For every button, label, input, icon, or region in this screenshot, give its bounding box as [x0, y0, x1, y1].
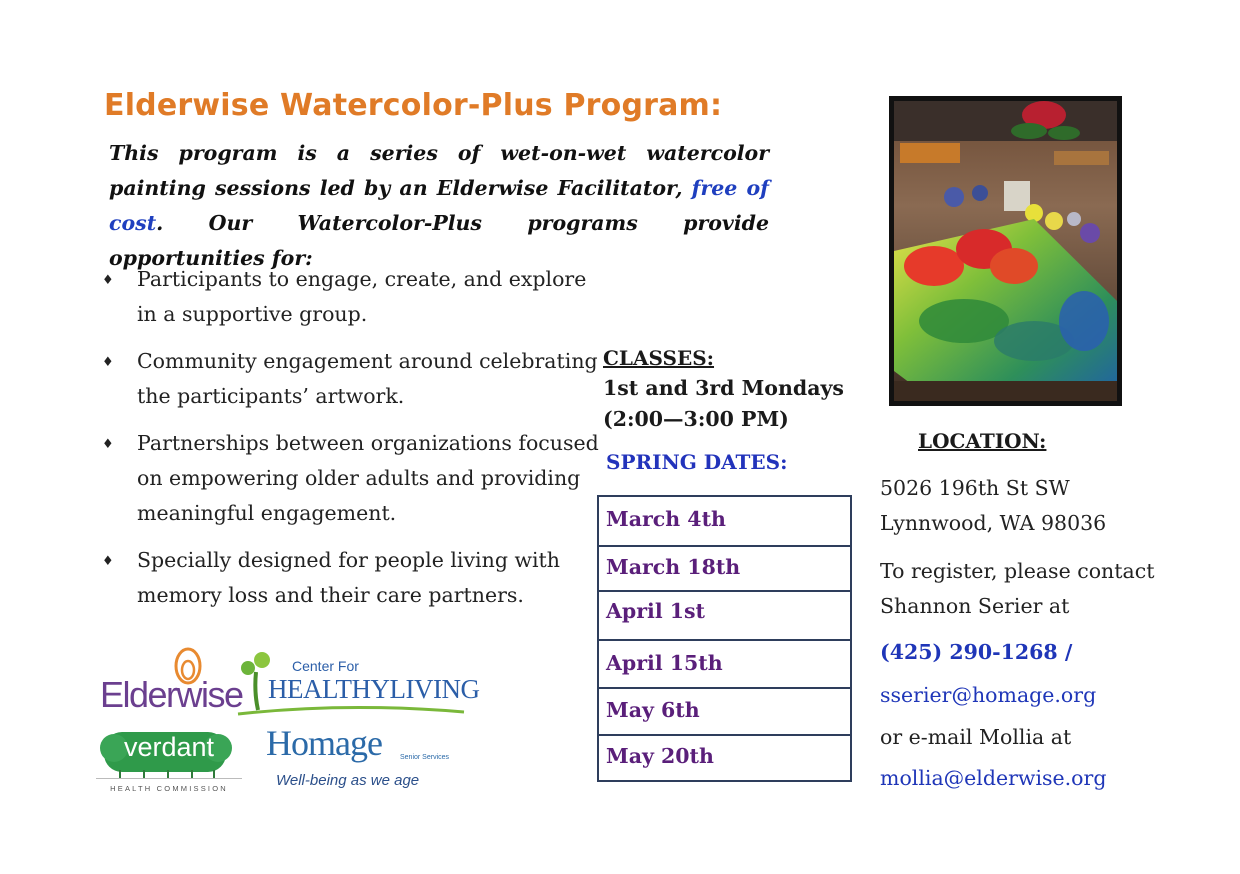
date-row: May 20th — [599, 734, 850, 780]
elderwise-logo — [100, 646, 243, 718]
list-item: ♦ Community engagement around celebrating the participants’ artwork. — [100, 344, 600, 414]
intro-text-end: . Our Watercolor-Plus programs provide opportunities for: — [109, 211, 769, 270]
classes-schedule: 1st and 3rd Mondays — [603, 376, 844, 400]
list-item: ♦ Participants to engage, create, and explore in a supportive group. — [100, 262, 600, 332]
dates-table — [597, 495, 852, 782]
homage-subtext: Senior Services — [400, 754, 450, 761]
diamond-bullet-icon: ♦ — [102, 273, 114, 288]
verdant-logo — [96, 726, 242, 796]
date-row: May 6th — [599, 687, 850, 734]
page-title: Elderwise Watercolor-Plus Program: — [104, 88, 723, 123]
verdant-divider — [96, 778, 242, 779]
address-line-2: Lynnwood, WA 98036 — [880, 511, 1107, 535]
register-text-1: To register, please contact — [880, 559, 1155, 583]
or-email-text: or e-mail Mollia at — [880, 725, 1072, 749]
elderwise-logo-text: Elderwise — [100, 674, 243, 715]
diamond-bullet-icon: ♦ — [102, 437, 114, 452]
email-link-mollia[interactable]: mollia@elderwise.org — [880, 766, 1107, 790]
verdant-logo-text: verdant — [123, 732, 215, 762]
date-row: April 1st — [599, 590, 850, 639]
center-for-healthy-living-logo — [236, 652, 480, 718]
list-item: ♦ Partnerships between organizations focused on empowering older adults and providing meaningful engagement. — [100, 426, 600, 531]
spring-dates-heading: SPRING DATES: — [606, 450, 788, 474]
homage-logo-text: Homage — [266, 723, 382, 763]
phone-number[interactable]: (425) 290-1268 / — [880, 640, 1073, 664]
email-link-sserier[interactable]: sserier@homage.org — [880, 683, 1097, 707]
intro-text-start: This program is a series of wet-on-wet watercolor painting sessions led by an Elderwise Facilitator, — [109, 141, 769, 200]
list-item: ♦ Specially designed for people living with memory loss and their care partners. — [100, 543, 600, 613]
homage-tagline: Well-being as we age — [276, 772, 420, 789]
intro-highlight: free of cost — [109, 176, 769, 235]
homage-logo — [266, 722, 450, 796]
date-row: March 4th — [606, 507, 726, 531]
chl-small-text: Center For — [292, 658, 359, 674]
swoosh-icon — [236, 704, 468, 718]
register-text-2: Shannon Serier at — [880, 594, 1070, 618]
classes-time: (2:00—3:00 PM) — [603, 407, 789, 431]
chl-main-text: HEALTHYLIVING — [268, 674, 480, 704]
date-row: March 18th — [599, 545, 850, 590]
location-heading: LOCATION: — [918, 429, 1047, 453]
intro-paragraph — [109, 136, 769, 276]
diamond-bullet-icon: ♦ — [102, 554, 114, 569]
address-line-1: 5026 196th St SW — [880, 476, 1070, 500]
diamond-bullet-icon: ♦ — [102, 355, 114, 370]
watercolor-photo — [889, 96, 1122, 406]
verdant-subtext: HEALTH COMMISSION — [110, 784, 228, 793]
date-row: April 15th — [599, 639, 850, 687]
classes-heading: CLASSES: — [603, 346, 715, 370]
benefits-list — [100, 262, 600, 625]
watercolor-painting-image — [894, 101, 1117, 401]
